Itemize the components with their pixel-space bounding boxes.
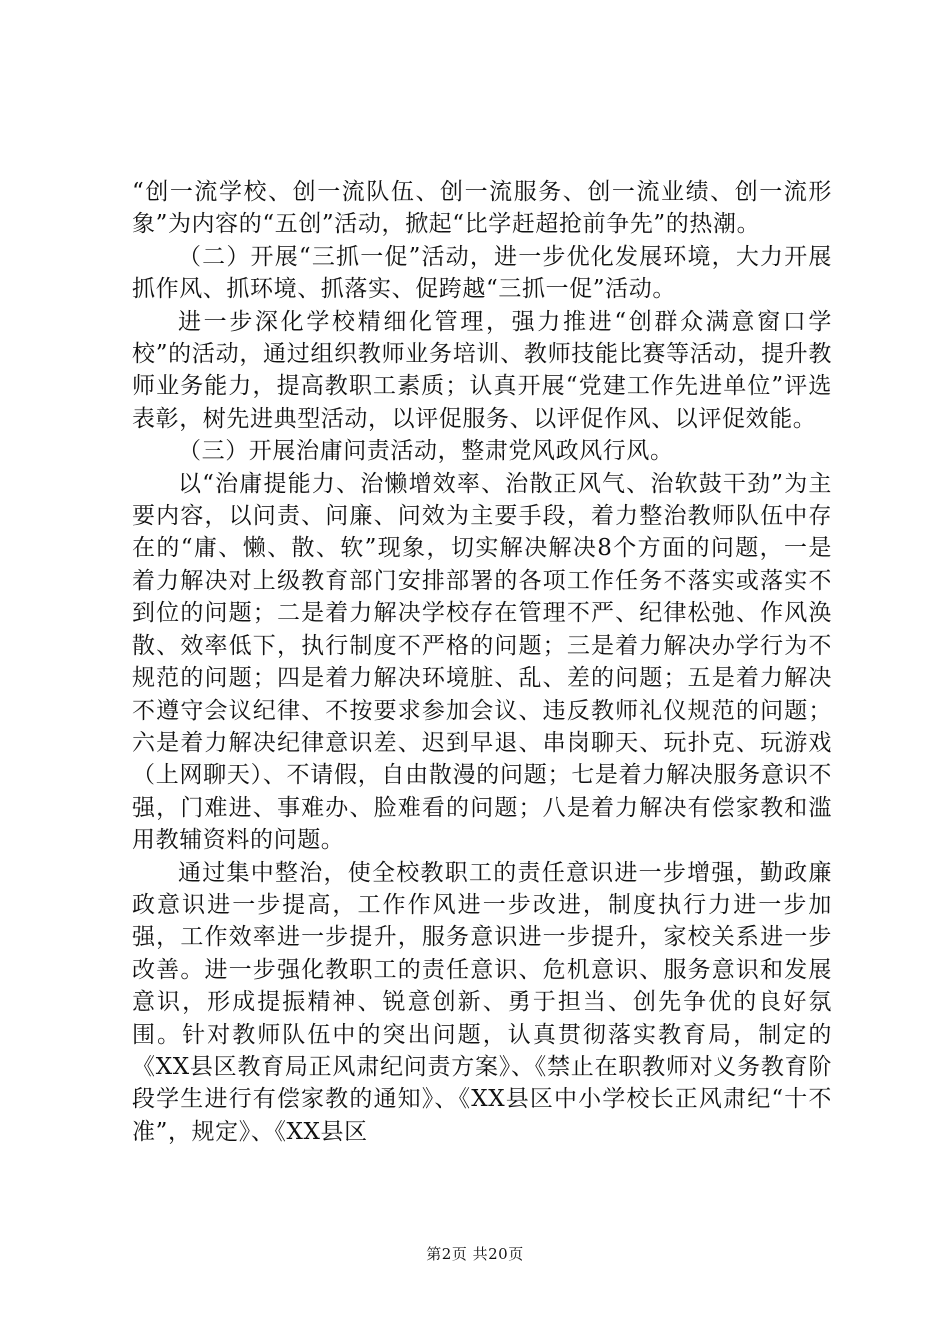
- paragraph-6: 通过集中整治，使全校教职工的责任意识进一步增强，勤政廉政意识进一步提高，工作作风进一步改进，制度执行力进一步加强，工作效率进一步提升，服务意识进一步提升，家校关系进一步改善。进一步强化教职工的责任意识、危机意识、服务意识和发展意识，形成提振精神、锐意创新、勇于担当、创先争优的良好氛围。针对教师队伍中的突出问题，认真贯彻落实教育局，制定的《XX县区教育局正风肃纪问责方案》、《禁止在职教师对义务教育阶段学生进行有偿家教的通知》、《XX县区中小学校长正风肃纪“十不准”，规定》、《XX县区: [132, 859, 832, 1145]
- document-body: [132, 176, 832, 1148]
- paragraph-4: （三）开展治庸问责活动，整肃党风政风行风。: [178, 438, 674, 465]
- paragraph-3: 进一步深化学校精细化管理，强力推进“创群众满意窗口学校”的活动，通过组织教师业务培训、教师技能比赛等活动，提升教师业务能力，提高教职工素质；认真开展“党建工作先进单位”评选表彰，树先进典型活动，以评促服务、以评促作风、以评促效能。: [132, 308, 832, 432]
- page-footer: 第2页 共20页: [426, 1245, 524, 1263]
- paragraph-2: （二）开展“三抓一促”活动，进一步优化发展环境，大力开展抓作风、抓环境、抓落实、促跨越“三抓一促”活动。: [132, 243, 832, 303]
- paragraph-1: “创一流学校、创一流队伍、创一流服务、创一流业绩、创一流形象”为内容的“五创”活动，掀起“比学赶超抢前争先”的热潮。: [132, 179, 832, 238]
- paragraph-5: 以“治庸提能力、治懒增效率、治散正风气、治软鼓干劲”为主要内容，以问责、问廉、问效为主要手段，着力整治教师队伍中存在的“庸、懒、散、软”现象，切实解决解决8个方面的问题，一是着力解决对上级教育部门安排部署的各项工作任务不落实或落实不到位的问题；二是着力解决学校存在管理不严、纪律松弛、作风涣散、效率低下，执行制度不严格的问题；三是着力解决办学行为不规范的问题；四是着力解决环境脏、乱、差的问题；五是着力解决不遵守会议纪律、不按要求参加会议、违反教师礼仪规范的问题；六是着力解决纪律意识差、迟到早退、串岗聊天、玩扑克、玩游戏（上网聊天）、不请假，自由散漫的问题；七是着力解决服务意识不强，门难进、事难办、脸难看的问题；八是着力解决有偿家教和滥用教辅资料的问题。: [132, 470, 832, 854]
